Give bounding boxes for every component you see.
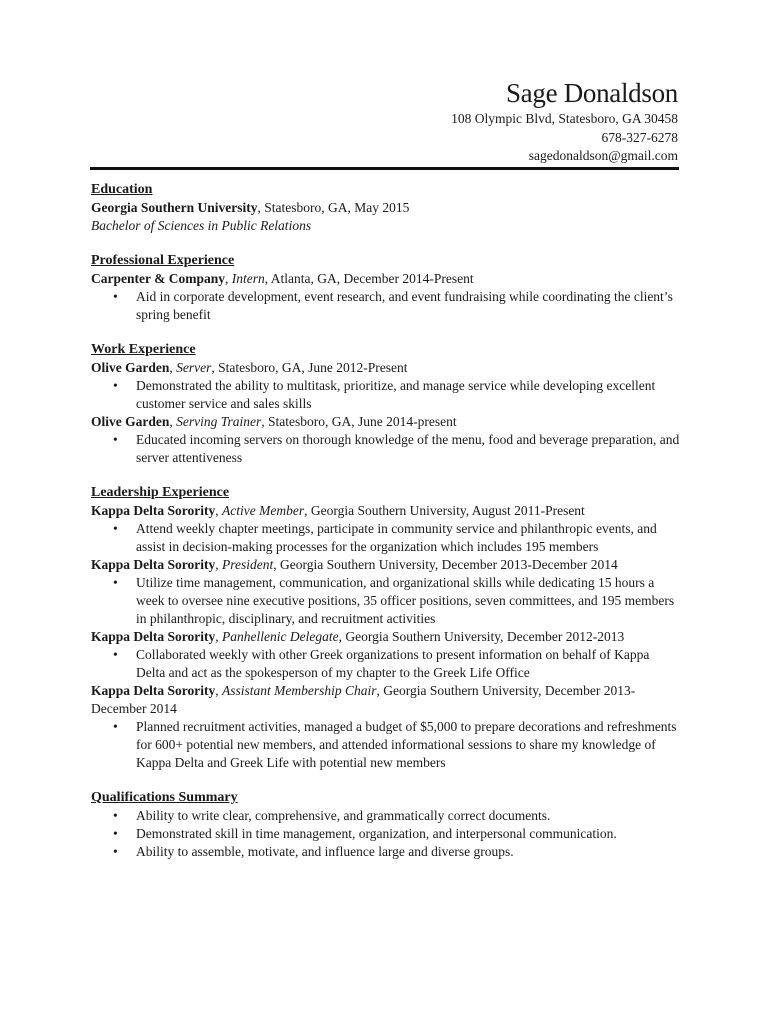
job-org: Kappa Delta Sorority <box>91 683 216 698</box>
job-heading: Olive Garden, Serving Trainer, Statesboro, GA, June 2014-present <box>91 414 457 429</box>
work-experience-section <box>91 341 681 467</box>
qualification-item: • Ability to assemble, motivate, and influence large and diverse groups. <box>91 843 681 861</box>
job-role: President <box>222 557 274 572</box>
job-bullets <box>91 718 681 772</box>
job-bullets <box>91 520 681 556</box>
bullet-item: • Attend weekly chapter meetings, participate in community service and philanthropic events, and assist in decision-making processes for the organization which includes 195 members <box>91 520 681 556</box>
qualifications-list <box>91 807 681 861</box>
job-details: , Statesboro, GA, June 2014-present <box>261 414 457 429</box>
job-details: , Statesboro, GA, June 2012-Present <box>211 360 408 375</box>
bullet-item: • Aid in corporate development, event research, and event fundraising while coordinating the client’s spring benefit <box>91 288 681 324</box>
job-heading: Kappa Delta Sorority, Assistant Membership Chair, Georgia Southern University, December 2013-December 2014 <box>91 683 636 716</box>
job-org: Olive Garden <box>91 360 170 375</box>
job-bullets <box>91 646 681 682</box>
job-heading: Kappa Delta Sorority, Active Member, Georgia Southern University, August 2011-Present <box>91 503 585 518</box>
job-details: , Atlanta, GA, December 2014-Present <box>264 271 474 286</box>
section-title: Work Experience <box>91 342 196 357</box>
leadership-experience-section <box>91 484 681 772</box>
professional-experience-section <box>91 252 681 324</box>
job-org: Carpenter & Company <box>91 271 225 286</box>
school-line <box>91 199 681 217</box>
bullet-item: • Planned recruitment activities, managed a budget of $5,000 to prepare decorations and refreshments for 600+ potential new members, and attended informational sessions to share my knowledge of Kappa Delta and Greek Life with potential new members <box>91 718 681 772</box>
job-bullets <box>91 431 681 467</box>
job-role: Panhellenic Delegate <box>222 629 339 644</box>
job-role: Assistant Membership Chair <box>222 683 377 698</box>
job-heading: Kappa Delta Sorority, President, Georgia Southern University, December 2013-December 2014 <box>91 557 618 572</box>
school-name: Georgia Southern University <box>91 200 258 215</box>
qualification-item: • Demonstrated skill in time management, organization, and interpersonal communication. <box>91 825 681 843</box>
job-org: Kappa Delta Sorority <box>91 629 216 644</box>
job-role: Active Member <box>222 503 305 518</box>
resume-body <box>91 181 681 878</box>
resume-header <box>451 76 678 166</box>
job-org: Kappa Delta Sorority <box>91 503 216 518</box>
job-bullets <box>91 288 681 324</box>
job-role: Intern <box>231 271 265 286</box>
bullet-item: • Utilize time management, communication, and organizational skills while dedicating 15 hours a week to oversee nine executive positions, 35 officer positions, seven committees, and 195 members in philanthropic, disciplinary, and recruitment activities <box>91 574 681 628</box>
job-details: , Georgia Southern University, December 2013-December 2014 <box>91 683 636 716</box>
job-details: , Georgia Southern University, December 2013-December 2014 <box>273 557 618 572</box>
job-heading: Carpenter & Company, Intern, Atlanta, GA, December 2014-Present <box>91 271 474 286</box>
email-address: sagedonaldson@gmail.com <box>528 148 678 163</box>
applicant-name: Sage Donaldson <box>505 78 678 108</box>
job-org: Kappa Delta Sorority <box>91 557 216 572</box>
job-heading: Olive Garden, Server, Statesboro, GA, June 2012-Present <box>91 360 408 375</box>
job-role: Serving Trainer <box>176 414 262 429</box>
bullet-item: • Educated incoming servers on thorough knowledge of the menu, food and beverage preparation, and server attentiveness <box>91 431 681 467</box>
job-details: , Georgia Southern University, December 2012-2013 <box>338 629 625 644</box>
qualification-item: • Ability to write clear, comprehensive, and grammatically correct documents. <box>91 807 681 825</box>
phone-number: 678-327-6278 <box>601 129 678 145</box>
school-details: , Statesboro, GA, May 2015 <box>257 200 410 215</box>
section-title: Professional Experience <box>91 253 235 268</box>
degree: Bachelor of Sciences in Public Relations <box>91 218 312 233</box>
section-title: Education <box>91 182 153 197</box>
job-heading: Kappa Delta Sorority, Panhellenic Delegate, Georgia Southern University, December 2012-2013 <box>91 629 625 644</box>
header-divider <box>90 167 679 170</box>
job-org: Olive Garden <box>91 414 170 429</box>
bullet-item: • Demonstrated the ability to multitask, prioritize, and manage service while developing excellent customer service and sales skills <box>91 377 681 413</box>
section-title: Qualifications Summary <box>91 790 238 805</box>
education-section <box>91 181 681 235</box>
job-role: Server <box>176 360 212 375</box>
address: 108 Olympic Blvd, Statesboro, GA 30458 <box>451 111 678 126</box>
job-details: , Georgia Southern University, August 2011-Present <box>304 503 585 518</box>
job-bullets <box>91 377 681 413</box>
qualifications-section <box>91 789 681 861</box>
section-title: Leadership Experience <box>91 485 230 500</box>
job-bullets <box>91 574 681 628</box>
bullet-item: • Collaborated weekly with other Greek organizations to present information on behalf of Kappa Delta and act as the spokesperson of my chapter to the Greek Life Office <box>91 646 681 682</box>
